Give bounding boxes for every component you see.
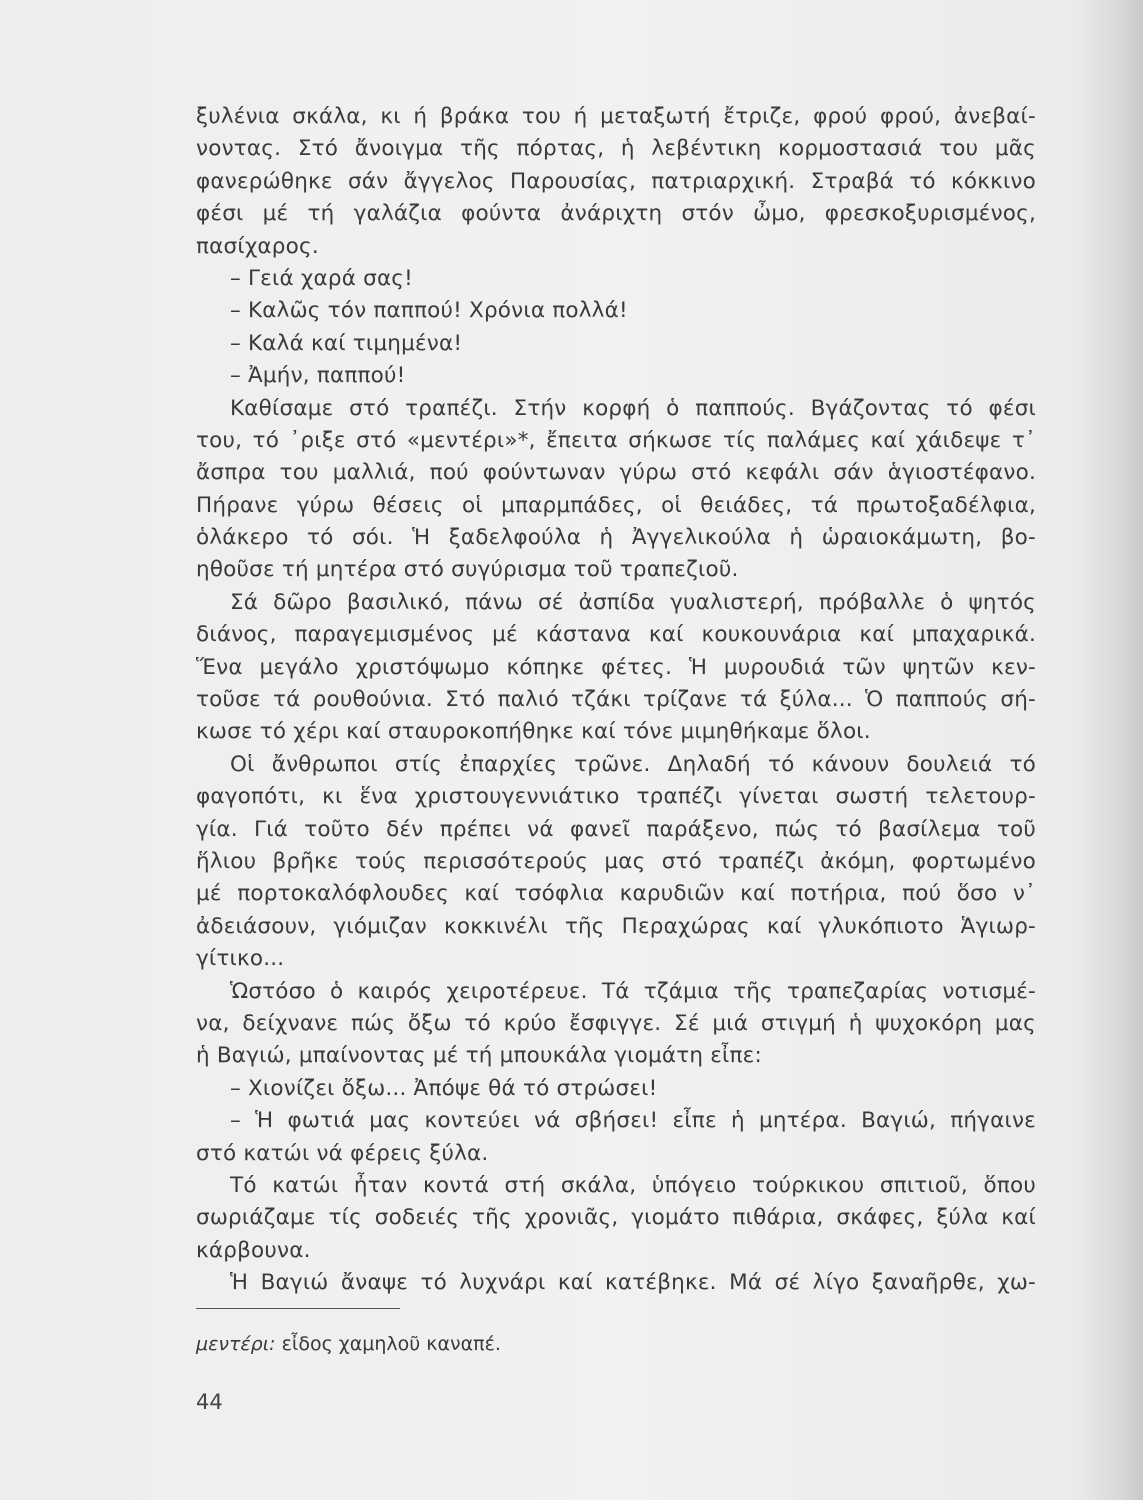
text-line: νοντας. Στό ἄνοιγμα τῆς πόρτας, ἡ λεβέντικη κορμοστασιά του μᾶς	[196, 136, 1036, 162]
text-line: κωσε τό χέρι καί σταυροκοπήθηκε καί τόνε μιμηθήκαμε ὅλοι.	[196, 719, 871, 745]
text-line: Οἱ ἄνθρωποι στίς ἐπαρχίες τρῶνε. Δηλαδή τό κάνουν δουλειά τό	[230, 751, 1036, 777]
text-line: πασίχαρος.	[196, 233, 319, 259]
text-line: ἄσπρα του μαλλιά, πού φούντωναν γύρω στό κεφάλι σάν ἁγιοστέφανο.	[196, 460, 1036, 486]
text-line: – Γειά χαρά σας!	[230, 265, 413, 291]
text-line: φαγοπότι, κι ἕνα χριστουγεννιάτικο τραπέζι γίνεται σωστή τελετουρ-	[196, 784, 1036, 810]
text-line: στό κατώι νά φέρεις ξύλα.	[196, 1140, 489, 1166]
text-line: – Ἡ φωτιά μας κοντεύει νά σβήσει! εἶπε ἡ μητέρα. Βαγιώ, πήγαινε	[230, 1108, 1036, 1134]
text-line: να, δείχνανε πώς ὄξω τό κρύο ἔσφιγγε. Σέ μιά στιγμή ἡ ψυχοκόρη μας	[196, 1010, 1036, 1036]
text-line: ἡ Βαγιώ, μπαίνοντας μέ τή μπουκάλα γιομάτη εἶπε:	[196, 1043, 762, 1069]
text-line: μέ πορτοκαλόφλουδες καί τσόφλια καρυδιῶν καί ποτήρια, πού ὅσο ν᾽	[196, 881, 1036, 907]
text-line: Σά δῶρο βασιλικό, πάνω σέ ἀσπίδα γυαλιστερή, πρόβαλλε ὁ ψητός	[230, 589, 1036, 615]
text-line: – Καλῶς τόν παππού! Χρόνια πολλά!	[230, 298, 628, 324]
body-text	[196, 101, 1036, 1299]
text-line: ἀδειάσουν, γιόμιζαν κοκκινέλι τῆς Περαχώρας καί γλυκόπιοτο Ἁγιωρ-	[196, 913, 1036, 939]
text-line: γίτικο...	[196, 946, 285, 972]
text-line: Ὡστόσο ὁ καιρός χειροτέρευε. Τά τζάμια τῆς τραπεζαρίας νοτισμέ-	[230, 978, 1036, 1004]
text-line: διάνος, παραγεμισμένος μέ κάστανα καί κουκουνάρια καί μπαχαρικά.	[196, 622, 1036, 648]
page-number: 44	[196, 1390, 223, 1414]
text-line: Ἡ Βαγιώ ἄναψε τό λυχνάρι καί κατέβηκε. Μά σέ λίγο ξαναῆρθε, χω-	[230, 1270, 1036, 1296]
text-line: κάρβουνα.	[196, 1237, 311, 1263]
text-line: – Καλά καί τιμημένα!	[230, 330, 463, 356]
text-line: Ἕνα μεγάλο χριστόψωμο κόπηκε φέτες. Ἡ μυρουδιά τῶν ψητῶν κεν-	[196, 654, 1036, 680]
text-line: – Ἀμήν, παππού!	[230, 363, 406, 389]
footnote-divider	[196, 1308, 400, 1309]
footnote-term: μεντέρι:	[196, 1333, 276, 1355]
text-line: σωριάζαμε τίς σοδειές τῆς χρονιᾶς, γιομάτο πιθάρια, σκάφες, ξύλα καί	[196, 1205, 1036, 1231]
text-line: ξυλένια σκάλα, κι ή βράκα του ή μεταξωτή ἔτριζε, φρού φρού, ἀνεβαί-	[196, 104, 1036, 129]
text-line: ἥλιου βρῆκε τούς περισσότερούς μας στό τραπέζι ἀκόμη, φορτωμένο	[196, 848, 1036, 874]
text-line: – Χιονίζει ὄξω... Ἀπόψε θά τό στρώσει!	[230, 1075, 658, 1101]
text-line: τοῦσε τά ρουθούνια. Στό παλιό τζάκι τρίζανε τά ξύλα... Ὁ παππούς σή-	[196, 687, 1036, 713]
footnote-definition: εἶδος χαμηλοῦ καναπέ.	[275, 1333, 501, 1355]
text-line: του, τό ᾽ριξε στό «μεντέρι»*, ἔπειτα σήκωσε τίς παλάμες καί χάιδεψε τ᾽	[196, 427, 1036, 453]
text-line: γία. Γιά τοῦτο δέν πρέπει νά φανεῖ παράξενο, πώς τό βασίλεμα τοῦ	[196, 816, 1036, 842]
footnote	[196, 1333, 501, 1355]
text-line: φέσι μέ τή γαλάζια φούντα ἀνάριχτη στόν ὦμο, φρεσκοξυρισμένος,	[196, 201, 1036, 227]
text-line: Καθίσαμε στό τραπέζι. Στήν κορφή ὁ παππούς. Βγάζοντας τό φέσι	[230, 395, 1036, 421]
text-line: Τό κατώι ἦταν κοντά στή σκάλα, ὑπόγειο τούρκικου σπιτιοῦ, ὅπου	[230, 1172, 1036, 1198]
text-line: ηθοῦσε τή μητέρα στό συγύρισμα τοῦ τραπεζιοῦ.	[196, 557, 739, 583]
text-line: φανερώθηκε σάν ἄγγελος Παρουσίας, πατριαρχική. Στραβά τό κόκκινο	[196, 168, 1036, 194]
text-line: ὁλάκερο τό σόι. Ἡ ξαδελφούλα ἡ Ἀγγελικούλα ἡ ὡραιοκάμωτη, βο-	[196, 525, 1036, 551]
text-line: Πήρανε γύρω θέσεις οἱ μπαρμπάδες, οἱ θειάδες, τά πρωτοξαδέλφια,	[196, 492, 1036, 518]
